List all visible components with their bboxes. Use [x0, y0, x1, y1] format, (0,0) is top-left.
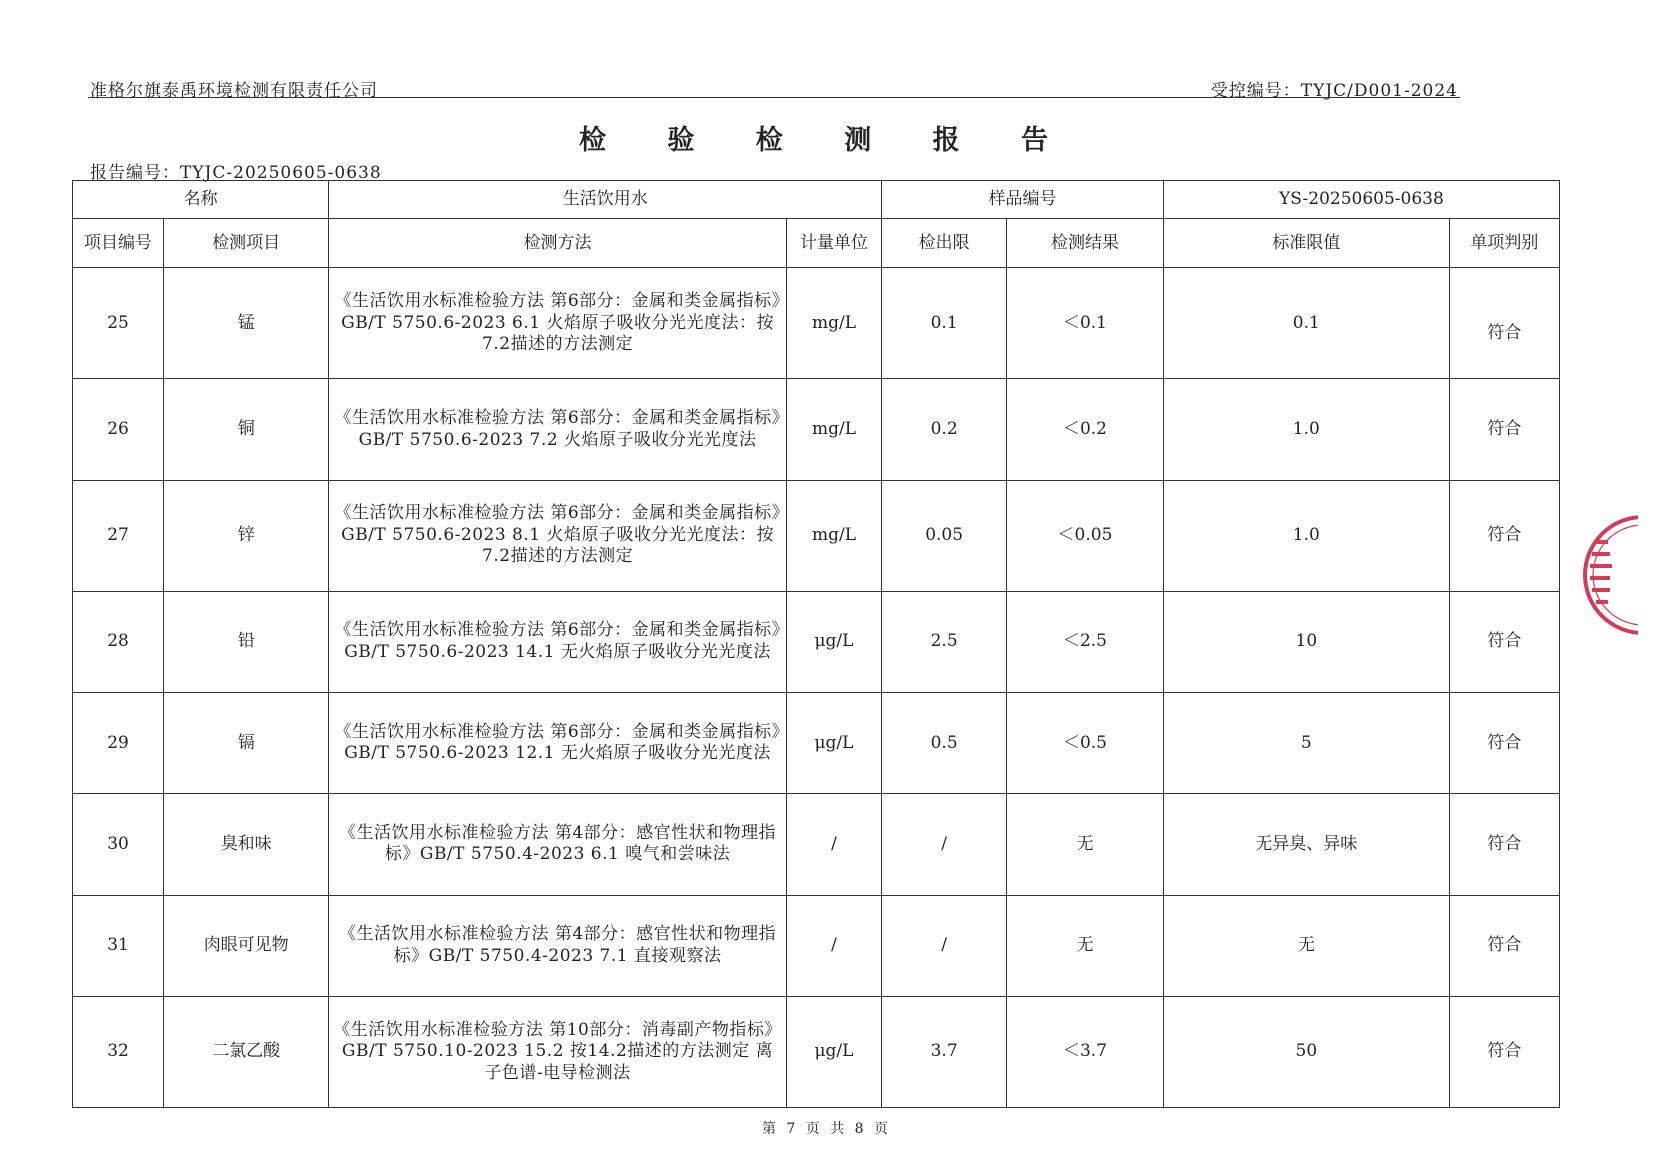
cell-no: 28: [73, 591, 164, 692]
cell-limit: 3.7: [882, 996, 1007, 1107]
cell-no: 25: [73, 268, 164, 379]
cell-judge: 符合: [1449, 794, 1559, 895]
col-limit: 检出限: [882, 219, 1007, 268]
cell-unit: μg/L: [786, 693, 881, 794]
table-row: [73, 268, 1560, 379]
header-divider: [88, 97, 1460, 98]
cell-result: 无: [1007, 895, 1164, 996]
cell-unit: μg/L: [786, 591, 881, 692]
cell-standard: 5: [1163, 693, 1449, 794]
cell-method: 《生活饮用水标准检验方法 第6部分：金属和类金属指标》GB/T 5750.6-2023 6.1 火焰原子吸收分光光度法：按7.2描述的方法测定: [329, 268, 787, 379]
col-standard: 标准限值: [1163, 219, 1449, 268]
cell-no: 29: [73, 693, 164, 794]
cell-unit: mg/L: [786, 480, 881, 591]
table-row: [73, 480, 1560, 591]
cell-item: 锌: [164, 480, 329, 591]
cell-item: 臭和味: [164, 794, 329, 895]
cell-limit: 0.05: [882, 480, 1007, 591]
cell-unit: mg/L: [786, 379, 881, 480]
cell-judge: 符合: [1449, 895, 1559, 996]
cell-result: ＜3.7: [1007, 996, 1164, 1107]
cell-no: 30: [73, 794, 164, 895]
test-results-table: [72, 180, 1560, 1108]
table-row: [73, 996, 1560, 1107]
sample-info-row: [73, 181, 1560, 219]
report-title: 检 验 检 测 报 告: [579, 125, 1074, 156]
cell-method: 《生活饮用水标准检验方法 第4部分：感官性状和物理指标》GB/T 5750.4-2023 7.1 直接观察法: [329, 895, 787, 996]
cell-limit: 0.5: [882, 693, 1007, 794]
name-label: 名称: [73, 181, 329, 219]
col-result: 检测结果: [1007, 219, 1164, 268]
report-number: 报告编号：TYJC-20250605-0638: [90, 163, 382, 183]
table-row: [73, 895, 1560, 996]
cell-item: 肉眼可见物: [164, 895, 329, 996]
cell-unit: /: [786, 794, 881, 895]
cell-method: 《生活饮用水标准检验方法 第10部分：消毒副产物指标》GB/T 5750.10-2023 15.2 按14.2描述的方法测定 离子色谱-电导检测法: [329, 996, 787, 1107]
col-item: 检测项目: [164, 219, 329, 268]
cell-item: 镉: [164, 693, 329, 794]
cell-unit: /: [786, 895, 881, 996]
cell-judge: 符合: [1449, 693, 1559, 794]
company-name: 准格尔旗泰禹环境检测有限责任公司: [90, 81, 378, 101]
cell-method: 《生活饮用水标准检验方法 第6部分：金属和类金属指标》GB/T 5750.6-2023 7.2 火焰原子吸收分光光度法: [329, 379, 787, 480]
cell-method: 《生活饮用水标准检验方法 第4部分：感官性状和物理指标》GB/T 5750.4-2023 6.1 嗅气和尝味法: [329, 794, 787, 895]
cell-judge: 符合: [1449, 480, 1559, 591]
cell-standard: 1.0: [1163, 379, 1449, 480]
column-header-row: [73, 219, 1560, 268]
cell-result: ＜2.5: [1007, 591, 1164, 692]
cell-unit: μg/L: [786, 996, 881, 1107]
cell-method: 《生活饮用水标准检验方法 第6部分：金属和类金属指标》GB/T 5750.6-2023 8.1 火焰原子吸收分光光度法：按7.2描述的方法测定: [329, 480, 787, 591]
cell-no: 32: [73, 996, 164, 1107]
cell-limit: 0.2: [882, 379, 1007, 480]
cell-no: 26: [73, 379, 164, 480]
table-row: [73, 693, 1560, 794]
control-number: 受控编号：TYJC/D001-2024: [1210, 81, 1458, 101]
official-seal: [1568, 510, 1638, 640]
cell-method: 《生活饮用水标准检验方法 第6部分：金属和类金属指标》GB/T 5750.6-2023 14.1 无火焰原子吸收分光光度法: [329, 591, 787, 692]
cell-judge: 符合: [1449, 591, 1559, 692]
cell-item: 铜: [164, 379, 329, 480]
cell-no: 31: [73, 895, 164, 996]
page-footer: 第 7 页 共 8 页: [761, 1121, 892, 1137]
cell-item: 铅: [164, 591, 329, 692]
cell-result: 无: [1007, 794, 1164, 895]
table-row: [73, 379, 1560, 480]
table-row: [73, 794, 1560, 895]
cell-judge: 符合: [1449, 996, 1559, 1107]
cell-result: ＜0.5: [1007, 693, 1164, 794]
cell-standard: 无: [1163, 895, 1449, 996]
cell-item: 二氯乙酸: [164, 996, 329, 1107]
col-judge: 单项判别: [1449, 219, 1559, 268]
cell-result: ＜0.2: [1007, 379, 1164, 480]
cell-standard: 10: [1163, 591, 1449, 692]
cell-judge: 符合: [1449, 379, 1559, 480]
cell-method: 《生活饮用水标准检验方法 第6部分：金属和类金属指标》GB/T 5750.6-2023 12.1 无火焰原子吸收分光光度法: [329, 693, 787, 794]
cell-standard: 无异臭、异味: [1163, 794, 1449, 895]
cell-result: ＜0.05: [1007, 480, 1164, 591]
cell-limit: /: [882, 794, 1007, 895]
sample-no-value: YS-20250605-0638: [1163, 181, 1559, 219]
cell-judge: 符合: [1449, 268, 1559, 379]
name-value: 生活饮用水: [329, 181, 882, 219]
col-unit: 计量单位: [786, 219, 881, 268]
cell-limit: 2.5: [882, 591, 1007, 692]
sample-no-label: 样品编号: [882, 181, 1164, 219]
cell-standard: 50: [1163, 996, 1449, 1107]
col-item-no: 项目编号: [73, 219, 164, 268]
cell-standard: 0.1: [1163, 268, 1449, 379]
col-method: 检测方法: [329, 219, 787, 268]
cell-result: ＜0.1: [1007, 268, 1164, 379]
cell-unit: mg/L: [786, 268, 881, 379]
table-row: [73, 591, 1560, 692]
cell-limit: /: [882, 895, 1007, 996]
cell-item: 锰: [164, 268, 329, 379]
cell-standard: 1.0: [1163, 480, 1449, 591]
cell-no: 27: [73, 480, 164, 591]
cell-limit: 0.1: [882, 268, 1007, 379]
